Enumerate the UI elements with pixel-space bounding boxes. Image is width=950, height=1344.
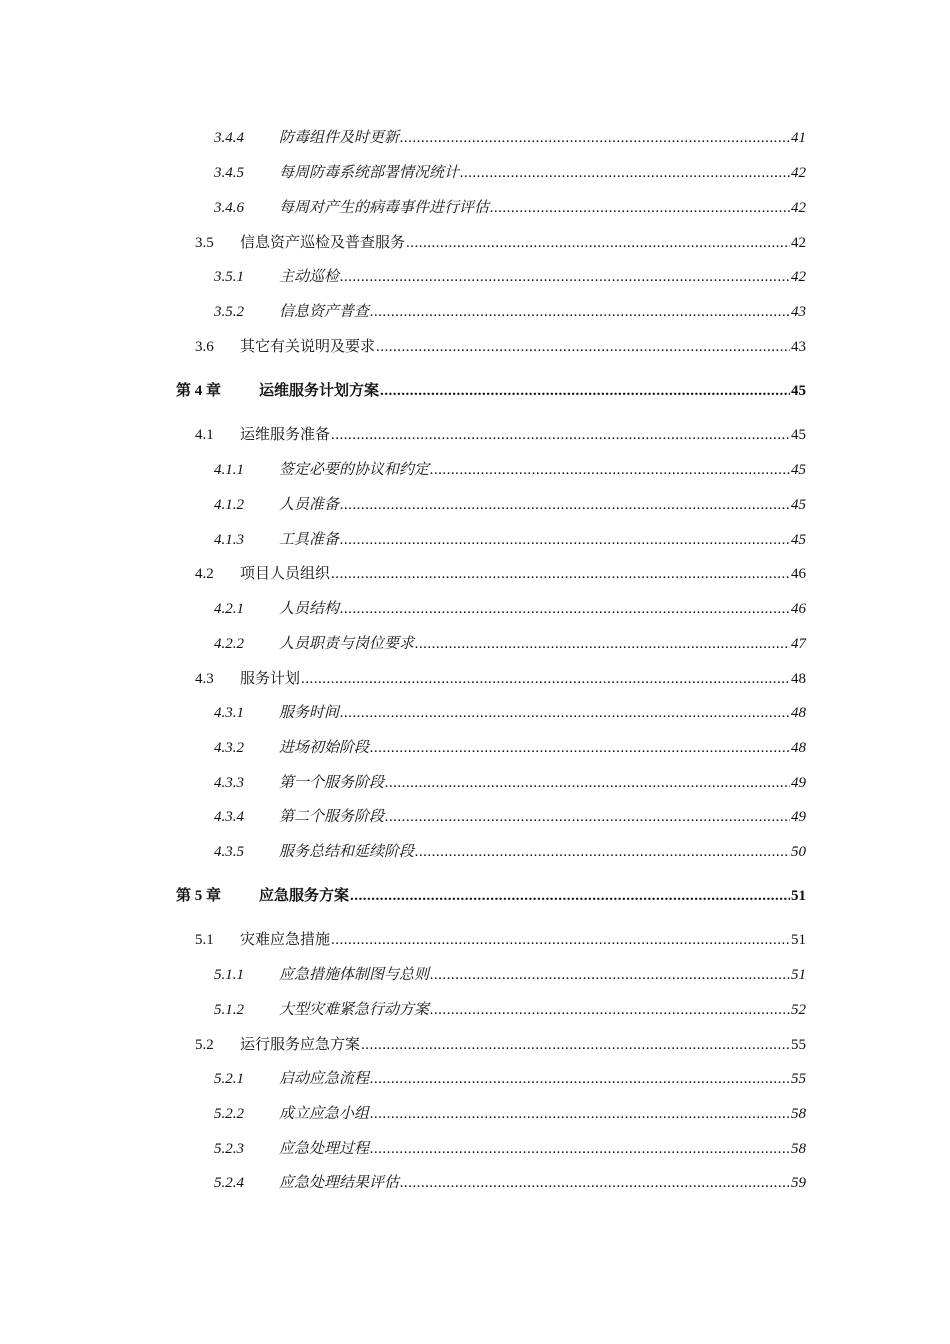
toc-entry-title: 每周对产生的病毒事件进行评估	[279, 200, 490, 216]
dot-leader	[331, 427, 790, 444]
toc-entry[interactable]	[214, 1137, 806, 1161]
toc-entry-number: 4.3	[195, 671, 214, 687]
dot-leader	[415, 636, 790, 653]
toc-entry-title: 主动巡检	[279, 269, 340, 285]
toc-entry-page: 50	[791, 844, 806, 860]
toc-entry[interactable]	[195, 667, 806, 691]
toc-entry-page: 58	[791, 1141, 806, 1157]
toc-entry-page: 48	[791, 705, 806, 721]
toc-entry-number: 4.1	[195, 427, 214, 443]
toc-entry-number: 5.1.1	[214, 967, 244, 983]
toc-entry-page: 42	[791, 200, 806, 216]
toc-entry-number: 3.4.6	[214, 200, 244, 216]
dot-leader	[340, 497, 790, 514]
toc-entry-number: 3.6	[195, 339, 214, 355]
toc-entry-title: 服务时间	[279, 705, 340, 721]
toc-entry-title: 应急处理结果评估	[279, 1175, 400, 1191]
toc-entry-number: 5.2.4	[214, 1175, 244, 1191]
toc-entry[interactable]	[214, 840, 806, 864]
toc-entry-page: 51	[791, 888, 806, 904]
toc-chapter-entry[interactable]	[176, 884, 806, 908]
dot-leader	[490, 200, 790, 217]
toc-entry-title: 签定必要的协议和约定	[279, 462, 430, 478]
toc-entry-page: 41	[791, 130, 806, 146]
toc-entry[interactable]	[214, 597, 806, 621]
toc-entry-title: 应急措施体制图与总则	[279, 967, 430, 983]
toc-entry-page: 55	[791, 1037, 806, 1053]
toc-entry-title: 成立应急小组	[279, 1106, 370, 1122]
toc-entry[interactable]	[214, 528, 806, 552]
toc-entry[interactable]	[195, 928, 806, 952]
toc-entry-title: 灾难应急措施	[240, 932, 331, 948]
toc-entry-page: 42	[791, 269, 806, 285]
toc-entry-number: 4.2.2	[214, 636, 244, 652]
toc-entry-title: 每周防毒系统部署情况统计	[279, 165, 460, 181]
toc-entry[interactable]	[195, 1033, 806, 1057]
toc-entry-number: 3.5	[195, 235, 214, 251]
toc-entry-number: 4.1.1	[214, 462, 244, 478]
toc-entry-number: 5.2.2	[214, 1106, 244, 1122]
toc-entry[interactable]	[195, 423, 806, 447]
toc-entry-title: 其它有关说明及要求	[240, 339, 376, 355]
toc-entry-page: 48	[791, 740, 806, 756]
dot-leader	[370, 1106, 790, 1123]
toc-entry-title: 进场初始阶段	[279, 740, 370, 756]
toc-entry-title: 信息资产普查	[279, 304, 370, 320]
toc-entry-title: 人员结构	[279, 601, 340, 617]
dot-leader	[415, 844, 790, 861]
toc-entry-number: 4.1.2	[214, 497, 244, 513]
toc-entry-title: 服务总结和延续阶段	[279, 844, 415, 860]
toc-entry-page: 43	[791, 339, 806, 355]
toc-entry-page: 45	[791, 383, 806, 399]
toc-entry-number: 4.2	[195, 566, 214, 582]
toc-entry-page: 52	[791, 1002, 806, 1018]
toc-entry-page: 46	[791, 601, 806, 617]
toc-entry[interactable]	[214, 701, 806, 725]
toc-entry-number: 第 4 章	[176, 383, 222, 399]
toc-entry-number: 5.2.1	[214, 1071, 244, 1087]
dot-leader	[340, 532, 790, 549]
dot-leader	[370, 740, 790, 757]
toc-entry[interactable]	[214, 805, 806, 829]
toc-entry-number: 3.4.5	[214, 165, 244, 181]
toc-entry-number: 4.2.1	[214, 601, 244, 617]
toc-entry-title: 运行服务应急方案	[240, 1037, 361, 1053]
toc-entry[interactable]	[214, 1171, 806, 1195]
toc-entry-title: 工具准备	[279, 532, 340, 548]
toc-entry-page: 49	[791, 775, 806, 791]
toc-entry-title: 第二个服务阶段	[279, 809, 385, 825]
toc-entry[interactable]	[195, 562, 806, 586]
dot-leader	[370, 1071, 790, 1088]
toc-entry[interactable]	[214, 265, 806, 289]
toc-entry-number: 3.5.2	[214, 304, 244, 320]
toc-entry-page: 43	[791, 304, 806, 320]
dot-leader	[380, 383, 790, 400]
toc-entry-page: 42	[791, 235, 806, 251]
dot-leader	[400, 1175, 790, 1192]
dot-leader	[406, 235, 790, 252]
dot-leader	[361, 1037, 790, 1054]
dot-leader	[370, 304, 790, 321]
dot-leader	[385, 809, 790, 826]
toc-entry-page: 51	[791, 932, 806, 948]
dot-leader	[376, 339, 790, 356]
toc-entry-page: 55	[791, 1071, 806, 1087]
toc-entry-number: 4.3.4	[214, 809, 244, 825]
dot-leader	[430, 967, 790, 984]
toc-entry-page: 46	[791, 566, 806, 582]
toc-entry-number: 5.1	[195, 932, 214, 948]
toc-entry-title: 应急处理过程	[279, 1141, 370, 1157]
toc-entry[interactable]	[214, 161, 806, 185]
toc-entry-title: 大型灾难紧急行动方案	[279, 1002, 430, 1018]
dot-leader	[331, 566, 790, 583]
toc-entry-number: 4.1.3	[214, 532, 244, 548]
dot-leader	[340, 705, 790, 722]
toc-entry-title: 应急服务方案	[259, 888, 350, 904]
toc-entry[interactable]	[214, 736, 806, 760]
toc-entry-number: 4.3.2	[214, 740, 244, 756]
dot-leader	[340, 601, 790, 618]
toc-entry[interactable]	[214, 493, 806, 517]
toc-entry[interactable]	[214, 196, 806, 220]
toc-entry-page: 45	[791, 462, 806, 478]
toc-entry[interactable]	[214, 458, 806, 482]
dot-leader	[460, 165, 790, 182]
toc-entry-title: 第一个服务阶段	[279, 775, 385, 791]
toc-entry-title: 项目人员组织	[240, 566, 331, 582]
toc-entry-title: 服务计划	[240, 671, 301, 687]
toc-entry[interactable]	[214, 963, 806, 987]
toc-entry-page: 59	[791, 1175, 806, 1191]
toc-entry-title: 人员职责与岗位要求	[279, 636, 415, 652]
dot-leader	[350, 888, 790, 905]
toc-entry[interactable]	[214, 300, 806, 324]
dot-leader	[430, 462, 790, 479]
toc-entry-page: 45	[791, 497, 806, 513]
dot-leader	[385, 775, 790, 792]
dot-leader	[400, 130, 790, 147]
toc-entry-title: 运维服务准备	[240, 427, 331, 443]
toc-entry[interactable]	[195, 335, 806, 359]
dot-leader	[331, 932, 790, 949]
toc-entry[interactable]	[195, 231, 806, 255]
toc-chapter-entry[interactable]	[176, 379, 806, 403]
toc-entry[interactable]	[214, 771, 806, 795]
toc-entry-page: 48	[791, 671, 806, 687]
toc-entry-number: 5.2.3	[214, 1141, 244, 1157]
toc-entry-page: 42	[791, 165, 806, 181]
dot-leader	[340, 269, 790, 286]
toc-entry[interactable]	[214, 1102, 806, 1126]
toc-entry-number: 5.1.2	[214, 1002, 244, 1018]
dot-leader	[370, 1141, 790, 1158]
toc-entry-number: 4.3.3	[214, 775, 244, 791]
toc-entry[interactable]	[214, 632, 806, 656]
toc-entry[interactable]	[214, 998, 806, 1022]
toc-entry-number: 第 5 章	[176, 888, 222, 904]
toc-entry-number: 4.3.5	[214, 844, 244, 860]
dot-leader	[430, 1002, 790, 1019]
toc-entry-title: 启动应急流程	[279, 1071, 370, 1087]
toc-entry-title: 人员准备	[279, 497, 340, 513]
toc-entry-number: 3.5.1	[214, 269, 244, 285]
toc-entry-page: 45	[791, 427, 806, 443]
toc-entry-page: 58	[791, 1106, 806, 1122]
toc-entry-number: 3.4.4	[214, 130, 244, 146]
toc-entry-page: 51	[791, 967, 806, 983]
toc-entry-title: 信息资产巡检及普查服务	[240, 235, 406, 251]
toc-entry-number: 5.2	[195, 1037, 214, 1053]
toc-entry-title: 运维服务计划方案	[259, 383, 380, 399]
toc-entry[interactable]	[214, 1067, 806, 1091]
toc-entry-page: 49	[791, 809, 806, 825]
dot-leader	[301, 671, 790, 688]
toc-entry[interactable]	[214, 126, 806, 150]
toc-entry-page: 45	[791, 532, 806, 548]
toc-entry-page: 47	[791, 636, 806, 652]
toc-entry-title: 防毒组件及时更新	[279, 130, 400, 146]
toc-entry-number: 4.3.1	[214, 705, 244, 721]
